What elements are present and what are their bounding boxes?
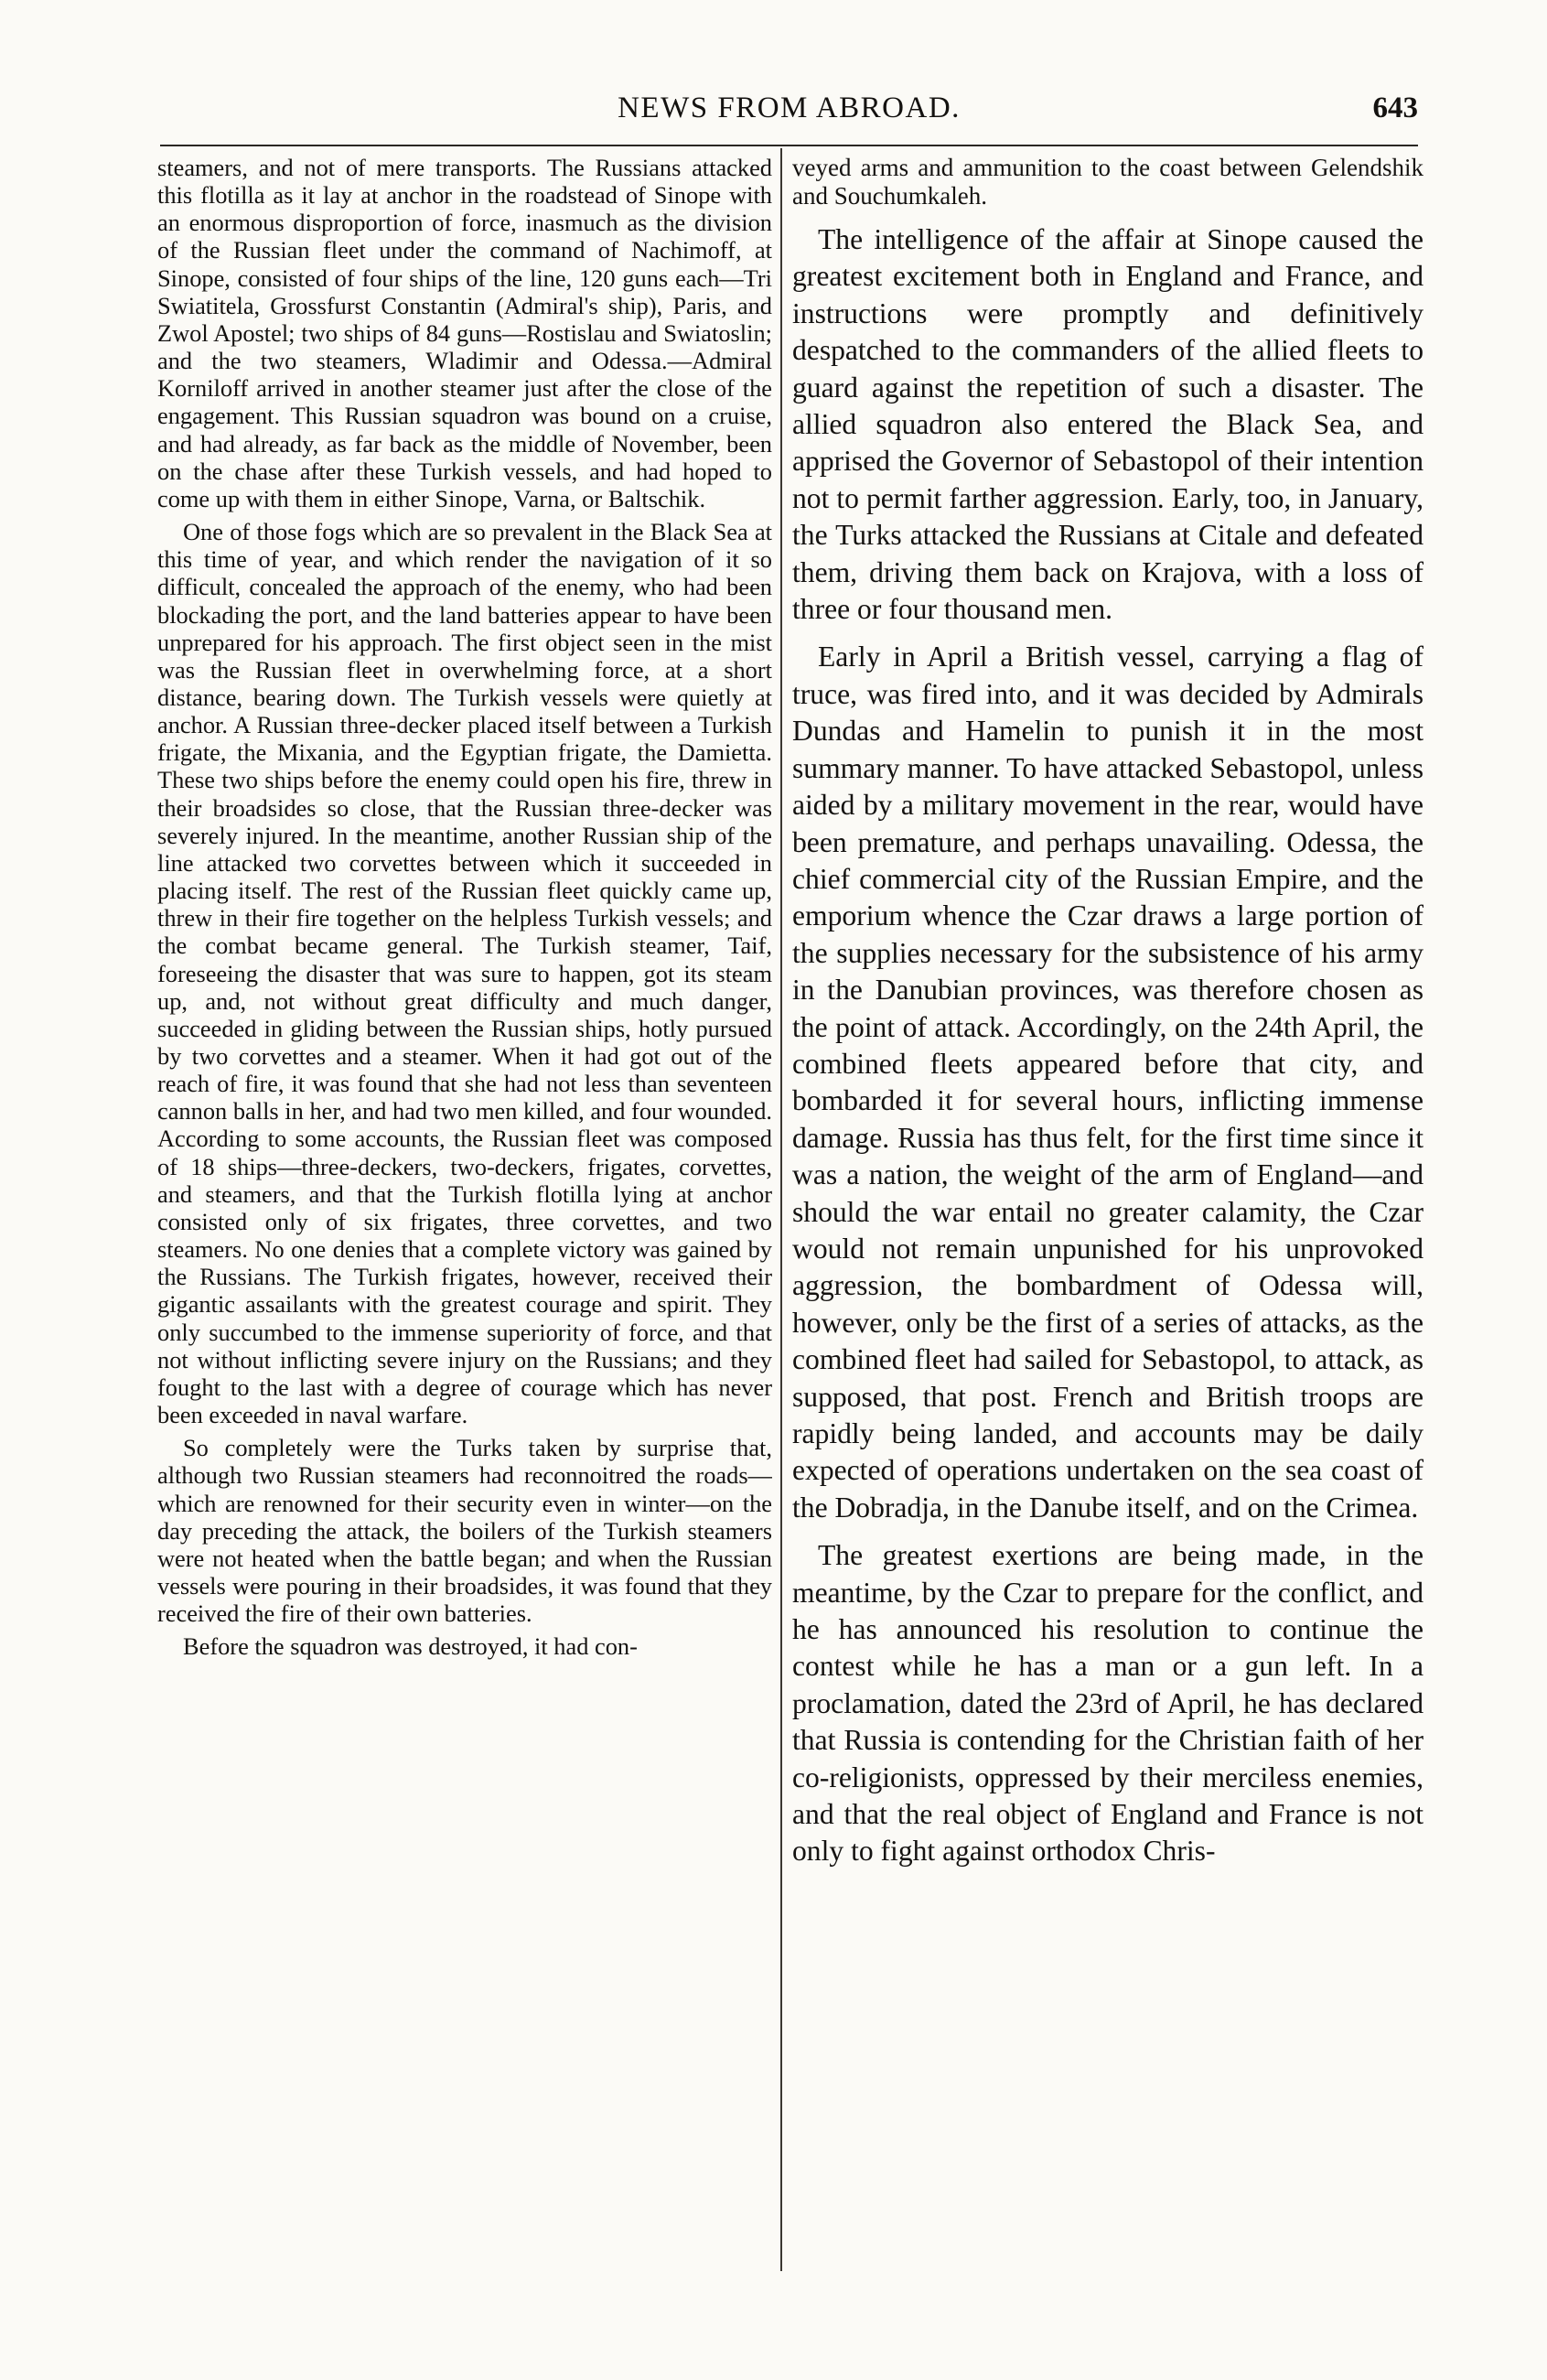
left-paragraph-2: One of those fogs which are so prevalent in the Black Sea at this time of year, and which render the navigation of it so difficult, concealed the approach of the enemy, who had been blockading the port, and the land batteries appear to have been unprepared for his approach. The first object seen in the mist was the Russian fleet in overwhelming force, at a short distance, bearing down. The Turkish vessels were quietly at anchor. A Russian three-decker placed itself between a Turkish frigate, the Mixania, and the Egyptian frigate, the Damietta. These two ships before the enemy could open his fire, threw in their broadsides so close, that the Russian three-decker was severely injured. In the meantime, another Russian ship of the line attacked two corvettes between which it succeeded in placing itself. The rest of the Russian fleet quickly came up, threw in their fire together on the helpless Turkish vessels; and the combat became general. The Turkish steamer, Taif, foreseeing the disaster that was sure to happen, got its steam up, and, not without great difficulty and much danger, succeeded in gliding between the Russian ships, hotly pursued by two corvettes and a steamer. When it had got out of the reach of fire, it was found that she had not less than seventeen cannon balls in her, and had two men killed, and four wounded. According to some accounts, the Russian fleet was composed of 18 ships—three-deckers, two-deckers, frigates, corvettes, and steamers, and that the Turkish flotilla lying at anchor consisted only of six frigates, three corvettes, and two steamers. No one denies that a complete victory was gained by the Russians. The Turkish frigates, however, received their gigantic assailants with the greatest courage and spirit. They only succumbed to the immense superiority of force, and that not without inflicting severe injury on the Russians; and they fought to the last with a degree of courage which has never been exceeded in naval warfare. [157, 518, 772, 1429]
running-header [160, 88, 1418, 143]
right-paragraph-1: The intelligence of the affair at Sinope caused the greatest excitement both in England and France, and instructions were promptly and definitively despatched to the commanders of the allied fleets to guard against the repetition of such a disaster. The allied squadron also entered the Black Sea, and apprised the Governor of Sebastopol of their intention not to permit farther aggression. Early, too, in January, the Turks attacked the Russians at Citale and defeated them, driving them back on Krajova, with a loss of three or four thousand men. [792, 223, 1423, 626]
right-column [792, 154, 1423, 2249]
left-paragraph-3: So completely were the Turks taken by surprise that, although two Russian steamers had reconnoitred the roads—which are renowned for their security even in winter—on the day preceding the attack, the boilers of the Turkish steamers were not heated when the battle began; and when the Russian vessels were pouring in their broadsides, it was found that they received the fire of their own batteries. [157, 1434, 772, 1628]
running-title: NEWS FROM ABROAD. [618, 92, 961, 124]
column-divider [780, 148, 782, 2271]
page-number: 643 [1372, 92, 1418, 124]
right-paragraph-2: Early in April a British vessel, carrying a flag of truce, was fired into, and it was decided by Admirals Dundas and Hamelin to punish it in the most summary manner. To have attacked Sebastopol, unless aided by a military movement in the rear, would have been premature, and perhaps unavailing. Odessa, the chief commercial city of the Russian Empire, and the emporium whence the Czar draws a large portion of the supplies necessary for the subsistence of his army in the Danubian provinces, was therefore chosen as the point of attack. Accordingly, on the 24th April, the combined fleets appeared before that city, and bombarded it for several hours, inflicting immense damage. Russia has thus felt, for the first time since it was a nation, the weight of the arm of England—and should the war entail no greater calamity, the Czar would not remain unpunished for his unprovoked aggression, the bombardment of Odessa will, however, only be the first of a series of attacks, as the combined fleet had sailed for Sebastopol, to attack, as supposed, that post. French and British troops are rapidly being landed, and accounts may be daily expected of operations undertaken on the sea coast of the Dobradja, in the Danube itself, and on the Crimea. [792, 641, 1423, 1524]
left-paragraph-1: steamers, and not of mere transports. The Russians attacked this flotilla as it lay at anchor in the roadstead of Sinope with an enormous disproportion of force, inasmuch as the division of the Russian fleet under the command of Nachimoff, at Sinope, consisted of four ships of the line, 120 guns each—Tri Swiatitela, Grossfurst Constantin (Admiral's ship), Paris, and Zwol Apostel; two ships of 84 guns—Rostislau and Swiatoslin; and the two steamers, Wladimir and Odessa.—Admiral Korniloff arrived in another steamer just after the close of the engagement. This Russian squadron was bound on a cruise, and had already, as far back as the middle of November, been on the chase after these Turkish vessels, and had hoped to come up with them in either Sinope, Varna, or Baltschik. [157, 154, 772, 512]
left-paragraph-4: Before the squadron was destroyed, it had con- [183, 1632, 638, 1661]
left-column [157, 154, 772, 2249]
header-rule [160, 145, 1418, 146]
right-continuation-paragraph: veyed arms and ammunition to the coast between Gelendshik and Souchumkaleh. [792, 154, 1423, 210]
right-paragraph-3: The greatest exertions are being made, in the meantime, by the Czar to prepare for the conflict, and he has announced his resolution to continue the contest while he has a man or a gun left. In a proclamation, dated the 23rd of April, he has declared that Russia is contending for the Christian faith of her co-religionists, oppressed by their merciless enemies, and that the real object of England and France is not only to fight against orthodox Chris- [792, 1539, 1423, 1868]
